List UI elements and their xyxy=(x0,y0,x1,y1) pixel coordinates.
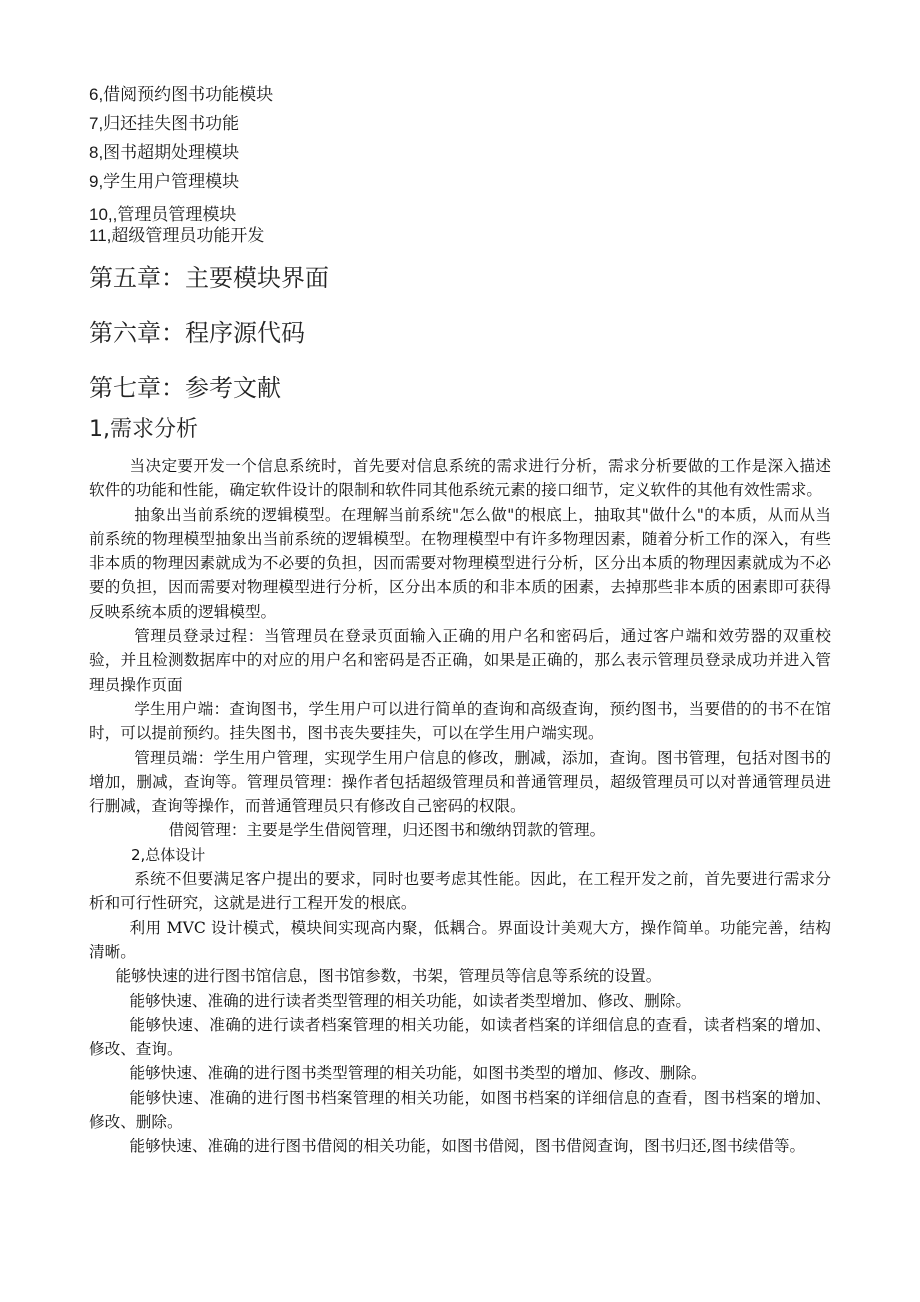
paragraph: 当决定要开发一个信息系统时，首先要对信息系统的需求进行分析，需求分析要做的工作是深入描述软件的功能和性能，确定软件设计的限制和软件同其他系统元素的接口细节，定义软件的其他有效性需求。 xyxy=(89,457,831,500)
paragraph: 能够快速、准确的进行图书借阅的相关功能，如图书借阅，图书借阅查询，图书归还,图书续借等。 xyxy=(129,1137,806,1156)
toc-item: 10,,管理员管理模块 xyxy=(89,205,237,224)
paragraph: 抽象出当前系统的逻辑模型。在理解当前系统"怎么做"的根底上，抽取其"做什么"的本质，从而从当前系统的物理模型抽象出当前系统的逻辑模型。在物理模型中有许多物理因素，随着分析工作的深入，有些非本质的物理因素就成为不必要的负担，因而需要对物理模型进行分析，区分出本质的物理因素就成为不必要的负担，因而需要对物理模型进行分析，区分出本质的和非本质的困素，去掉那些非本质的困素即可获得反映系统本质的逻辑模型。 xyxy=(89,505,831,621)
toc-list xyxy=(89,80,273,247)
paragraph: 能够快速、准确的进行图书档案管理的相关功能，如图书档案的详细信息的查看，图书档案的增加、修改、删除。 xyxy=(89,1088,831,1132)
chapter-heading: 第七章：参考文献 xyxy=(89,374,281,402)
chapter-list xyxy=(89,258,329,423)
paragraph: 管理员登录过程：当管理员在登录页面输入正确的用户名和密码后，通过客户端和效劳器的双重校验，并且检测数据库中的对应的用户名和密码是否正确，如果是正确的，那么表示管理员登录成功并进入管理员操作页面 xyxy=(89,627,831,694)
paragraph: 学生用户端：查询图书，学生用户可以进行简单的查询和高级查询，预约图书，当要借的的书不在馆时，可以提前预约。挂失图书，图书丧失要挂失，可以在学生用户端实现。 xyxy=(89,699,831,743)
paragraph: 能够快速、准确的进行读者档案管理的相关功能，如读者档案的详细信息的查看，读者档案的增加、修改、查询。 xyxy=(89,1015,831,1059)
paragraph: 系统不但要满足客户提出的要求，同时也要考虑其性能。因此，在工程开发之前，首先要进行需求分析和可行性研究，这就是进行工程开发的根底。 xyxy=(89,870,831,913)
paragraph: 借阅管理：主要是学生借阅管理，归还图书和缴纳罚款的管理。 xyxy=(168,821,606,840)
toc-item: 7,归还挂失图书功能 xyxy=(89,114,240,133)
paragraph: 能够快速、准确的进行图书类型管理的相关功能，如图书类型的增加、修改、删除。 xyxy=(129,1064,707,1083)
paragraph: 管理员端：学生用户管理，实现学生用户信息的修改，删减，添加，查询。图书管理，包括对图书的增加，删减，查询等。管理员管理：操作者包括超级管理员和普通管理员，超级管理员可以对普通管理员进行删减，查询等操作，而普通管理员只有修改自己密码的权限。 xyxy=(89,748,831,816)
paragraph: 利用 MVC 设计模式，模块间实现高内聚，低耦合。界面设计美观大方，操作简单。功能完善，结构清晰。 xyxy=(89,918,831,961)
subsection-title: 2,总体设计 xyxy=(131,845,206,864)
paragraph: 能够快速、准确的进行读者类型管理的相关功能，如读者类型增加、修改、删除。 xyxy=(129,991,691,1010)
toc-item: 11,超级管理员功能开发 xyxy=(89,226,265,245)
toc-item: 8,图书超期处理模块 xyxy=(89,143,240,162)
toc-item: 6,借阅预约图书功能模块 xyxy=(89,85,274,104)
body-text xyxy=(89,454,831,1159)
section-title: 1,需求分析 xyxy=(89,417,198,442)
chapter-heading: 第六章：程序源代码 xyxy=(89,319,305,347)
chapter-heading: 第五章：主要模块界面 xyxy=(89,264,329,292)
toc-item: 9,学生用户管理模块 xyxy=(89,172,240,191)
paragraph: 能够快速的进行图书馆信息，图书馆参数，书架，管理员等信息等系统的设置。 xyxy=(115,967,662,986)
